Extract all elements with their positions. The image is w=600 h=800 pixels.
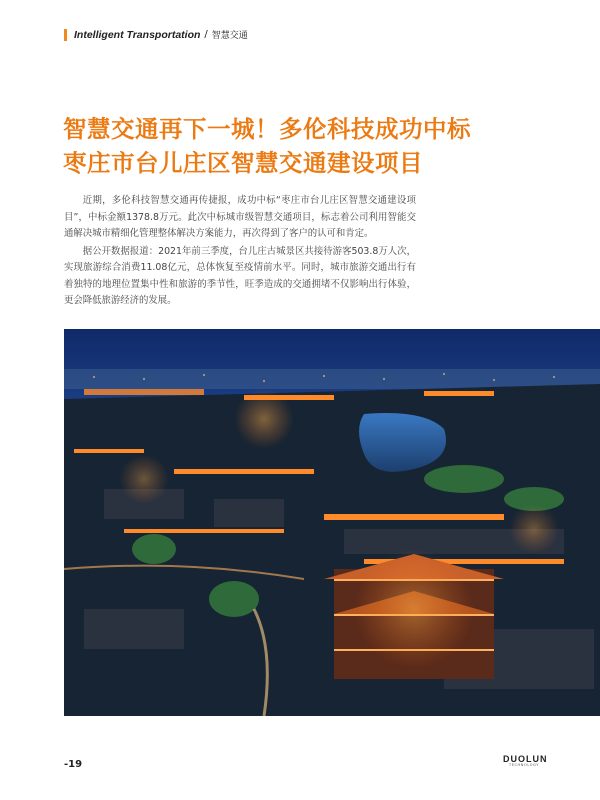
article-title	[63, 112, 563, 180]
logo-subtext: TECHNOLOGY	[508, 763, 540, 767]
paragraph-1: 近期，多伦科技智慧交通再传捷报，成功中标“枣庄市台儿庄区智慧交通建设项目”，中标金额1378.8万元。此次中标城市级智慧交通项目，标志着公司利用智能交通解决城市精细化管理整体解决方案能力，再次得到了客户的认可和肯定。	[64, 195, 416, 239]
night-aerial-photo	[64, 329, 600, 716]
paragraph-2: 据公开数据报道：2021年前三季度，台儿庄古城景区共接待游客503.8万人次，实现旅游综合消费11.08亿元，总体恢复至疫情前水平。同时，城市旅游交通出行有着独特的地理位置集中性和旅游的季节性，旺季造成的交通拥堵不仅影响出行体验，更会降低旅游经济的发展。	[64, 245, 416, 306]
section-title-en: Intelligent Transportation	[74, 28, 201, 41]
header-accent-bar	[64, 29, 67, 41]
section-header	[64, 28, 248, 41]
page-number: -19	[64, 759, 83, 770]
company-logo	[503, 754, 548, 767]
article-title-line-2: 枣庄市台儿庄区智慧交通建设项目	[63, 149, 423, 177]
logo-text: DUOLUN	[503, 754, 548, 764]
article-title-line-1: 智慧交通再下一城！多伦科技成功中标	[63, 115, 471, 143]
section-title-zh: 智慧交通	[211, 31, 248, 41]
section-separator: /	[204, 29, 208, 40]
article-body	[64, 193, 416, 311]
